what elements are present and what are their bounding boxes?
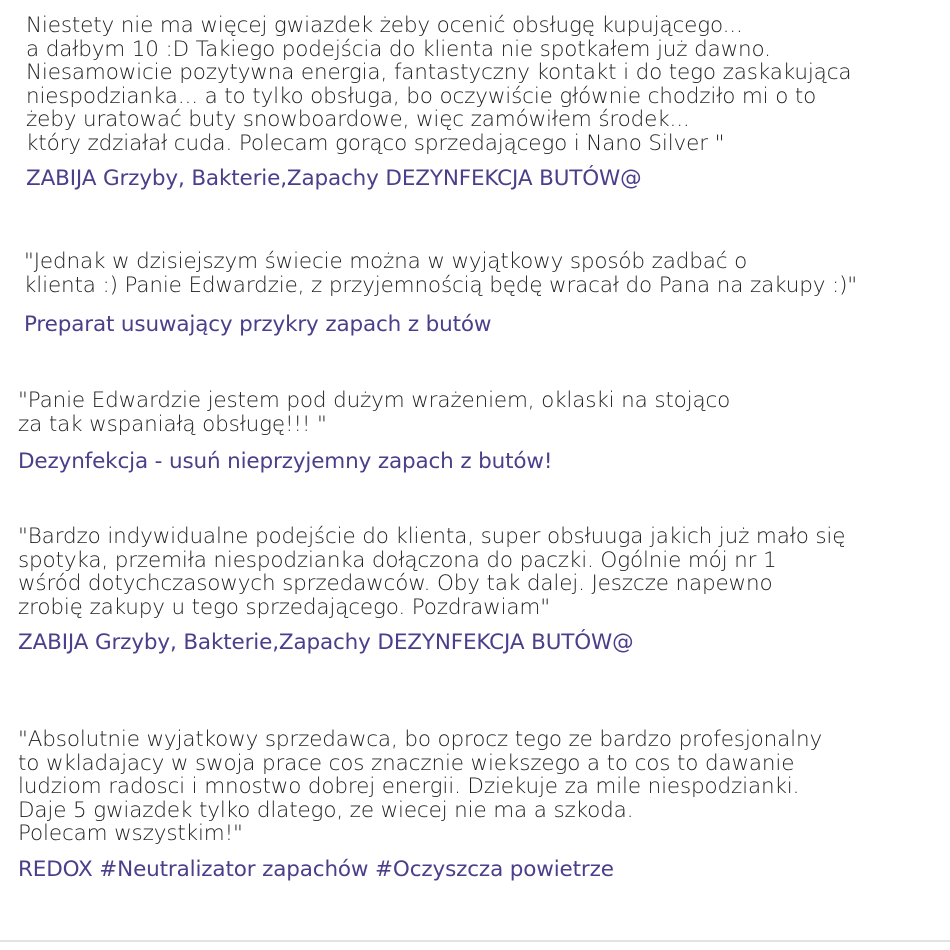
product-link[interactable]: REDOX #Neutralizator zapachów #Oczyszcza powietrze xyxy=(18,856,614,882)
review-1 xyxy=(26,14,950,192)
review-5 xyxy=(18,728,948,883)
bottom-divider xyxy=(0,940,950,942)
review-3 xyxy=(18,389,948,475)
product-link[interactable]: Dezynfekcja - usuń nieprzyjemny zapach z butów! xyxy=(18,449,553,474)
review-2 xyxy=(24,250,950,338)
review-quote: "Bardzo indywidualne podejście do klienta, super obsłuuga jakich już mało się spotyka, przemiła niespodzianka dołączona do paczki. Ogólnie mój nr 1 wśród dotychczasowych sprzedawców. Oby tak dalej. Jeszcze napewno zrobię zakupy u tego sprzedającego. Pozdrawiam" xyxy=(18,524,846,620)
review-quote: Niestety nie ma więcej gwiazdek żeby ocenić obsługę kupującego... a dałbym 10 :D Takiego podejścia do klienta nie spotkałem już dawno. Niesamowicie pozytywna energia, fantastyczny kontakt i do tego zaskakująca niespodzianka... a to tylko obsługa, bo oczywiście głównie chodziło mi o to żeby uratować buty snowboardowe, więc zamówiłem środek... który zdziałał cuda. Polecam gorąco sprzedającego i Nano Silver " xyxy=(26,13,852,156)
review-quote: "Jednak w dzisiejszym świecie można w wyjątkowy sposób zadbać o klienta :) Panie Edwardzie, z przyjemnością będę wracał do Pana na zakupy :)" xyxy=(24,249,858,298)
review-quote: "Absolutnie wyjatkowy sprzedawca, bo oprocz tego ze bardzo profesjonalny to wkladajacy w swoja prace cos znacznie wiekszego a to cos to dawanie ludziom radosci i mnostwo dobrej energii. Dziekuje za mile niespodzianki. Daje 5 gwiazdek tylko dlatego, ze wiecej nie ma a szkoda. Polecam wszystkim!" xyxy=(18,727,823,846)
review-4 xyxy=(18,525,948,656)
product-link[interactable]: ZABIJA Grzyby, Bakterie,Zapachy DEZYNFEKCJA BUTÓW@ xyxy=(18,630,634,655)
product-link[interactable]: ZABIJA Grzyby, Bakterie,Zapachy DEZYNFEKCJA BUTÓW@ xyxy=(26,166,642,191)
product-link[interactable]: Preparat usuwający przykry zapach z butów xyxy=(24,312,492,337)
review-quote: "Panie Edwardzie jestem pod dużym wrażeniem, oklaski na stojąco za tak wspaniałą obsługę!!! " xyxy=(18,388,731,437)
